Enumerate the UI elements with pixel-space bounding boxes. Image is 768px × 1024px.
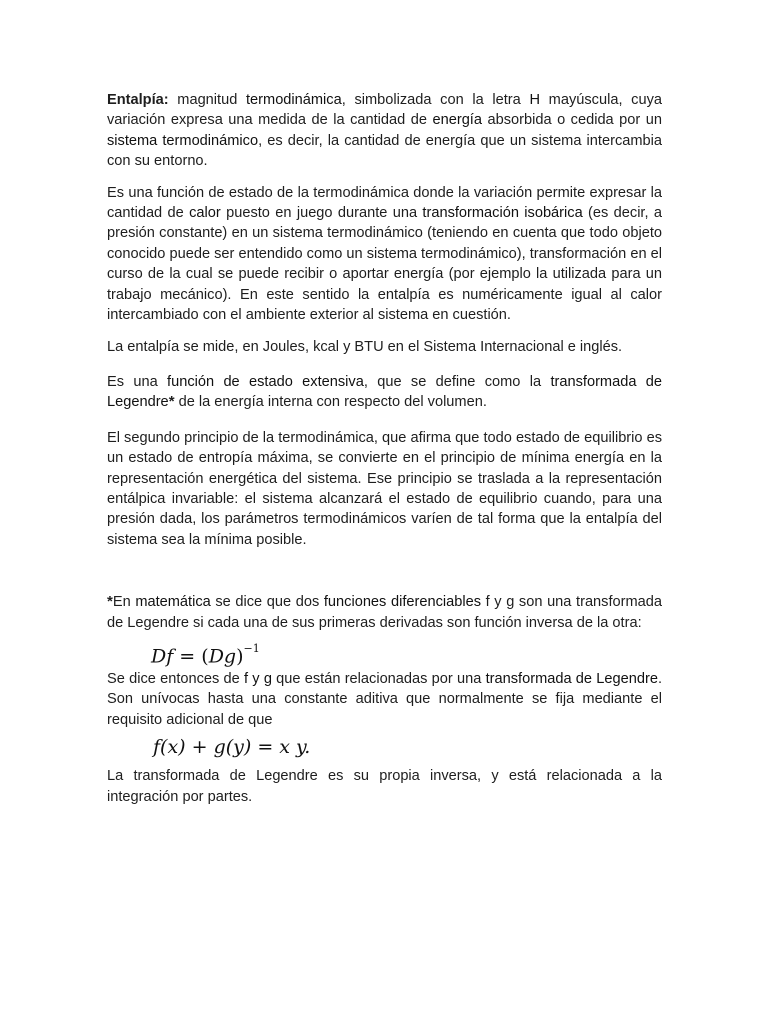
text-run: Se dice entonces de — [107, 670, 245, 687]
link-transformada-de-legendre[interactable]: transformada de Legendre — [107, 373, 662, 411]
link-funciones-diferenciables[interactable]: funciones diferenciables — [323, 594, 482, 611]
text-run: Es una función de estado de la termodinámica donde la variación permite expresar la cantidad de — [107, 184, 662, 222]
paragraph-funcion-extensiva — [107, 372, 662, 413]
text-run: (es decir, a presión constante) en un sistema termodinámico (teniendo en cuenta que todo objeto conocido puede ser entendido como un sistema termodinámico), transformación en el curso de la cual se puede recibir o aportar energía (por ejemplo la utilizada para un trabajo mecánico). En este sentido la entalpía es numéricamente igual al calor intercambiado con el ambiente exterior al sistema en cuestión. — [107, 205, 663, 324]
paragraph-segundo-principio: El segundo principio de la termodinámica, que afirma que todo estado de equilibrio es un estado de entropía máxima, se convierte en el principio de mínima energía en la representación energética del sistema. Ese principio se traslada a la representación entálpica invariable: el sistema alcanzará el estado de equilibrio cuando, para una presión dada, los parámetros termodinámicos varíen de tal forma que la entalpía del sistema sea la mínima posible. — [107, 429, 662, 548]
link-h[interactable]: H — [529, 92, 541, 108]
formula-term: Df — [151, 645, 174, 668]
text-run: que están relacionadas por una — [271, 670, 486, 687]
link-transformada-de-legendre-2[interactable]: transformada de Legendre — [485, 670, 658, 687]
link-funcion-de-estado[interactable]: función de estado — [167, 373, 293, 390]
text-run: mayúscula, cuya variación expresa una medida de la cantidad de — [107, 92, 662, 129]
paragraph-legendre-relation — [107, 669, 662, 730]
text-run: , es decir, la cantidad de energía que un sistema intercambia con su entorno. — [107, 132, 662, 170]
text-run: , que se define como la — [363, 373, 551, 390]
term-label: Entalpía: — [107, 92, 169, 108]
link-f-y-g[interactable]: f y g — [244, 670, 272, 687]
paragraph-inverse-property: La transformada de Legendre es su propia inversa, y está relacionada a la integración por partes. — [107, 768, 662, 805]
footnote-asterisk: * — [168, 393, 175, 411]
text-run — [293, 374, 302, 390]
formula-term: Dg — [208, 645, 237, 668]
paragraph-funcion-de-estado — [107, 183, 662, 326]
text-run: , simbolizada con la letra — [341, 92, 530, 108]
link-sistema-termodinamico[interactable]: sistema termodinámico — [107, 132, 259, 149]
formula-additive-condition: f(x) + g(y) = x y. — [153, 736, 311, 759]
link-extensiva[interactable]: extensiva — [302, 373, 364, 390]
paragraph-entalpia-definition — [107, 90, 662, 172]
text-run: magnitud — [168, 92, 246, 108]
text-run: . Son unívocas hasta una constante aditiva que normalmente se fija mediante el requisito adicional de que — [107, 670, 663, 728]
text-run: de la energía interna con respecto del volumen. — [174, 394, 487, 411]
text-run: f y g son una transformada de Legendre si cada una de sus primeras derivadas son función inversa de la otra: — [107, 594, 663, 631]
link-matematica[interactable]: matemática — [135, 594, 211, 611]
formula-derivative-inverse — [151, 639, 662, 668]
footnote-asterisk: * — [107, 593, 113, 611]
section-gap — [107, 550, 662, 592]
formula-exponent: −1 — [243, 641, 260, 655]
text-run: Es una — [107, 373, 168, 390]
link-calor[interactable]: calor — [189, 205, 221, 222]
formula-operator: ) — [236, 645, 244, 668]
paragraph-unidades: La entalpía se mide, en Joules, kcal y BTU en el Sistema Internacional e inglés. — [107, 339, 623, 356]
link-energia[interactable]: energía — [432, 112, 482, 129]
formula-operator: = ( — [173, 645, 209, 668]
text-run: se dice que dos — [210, 594, 324, 611]
text-run: puesto en juego durante una — [220, 205, 423, 222]
link-transformacion-isobarica[interactable]: transformación isobárica — [422, 205, 583, 222]
text-run: En — [112, 594, 136, 611]
footnote-paragraph — [107, 592, 662, 633]
text-run: absorbida o cedida por un — [481, 112, 662, 129]
link-termodinamica[interactable]: termodinámica — [246, 92, 342, 108]
